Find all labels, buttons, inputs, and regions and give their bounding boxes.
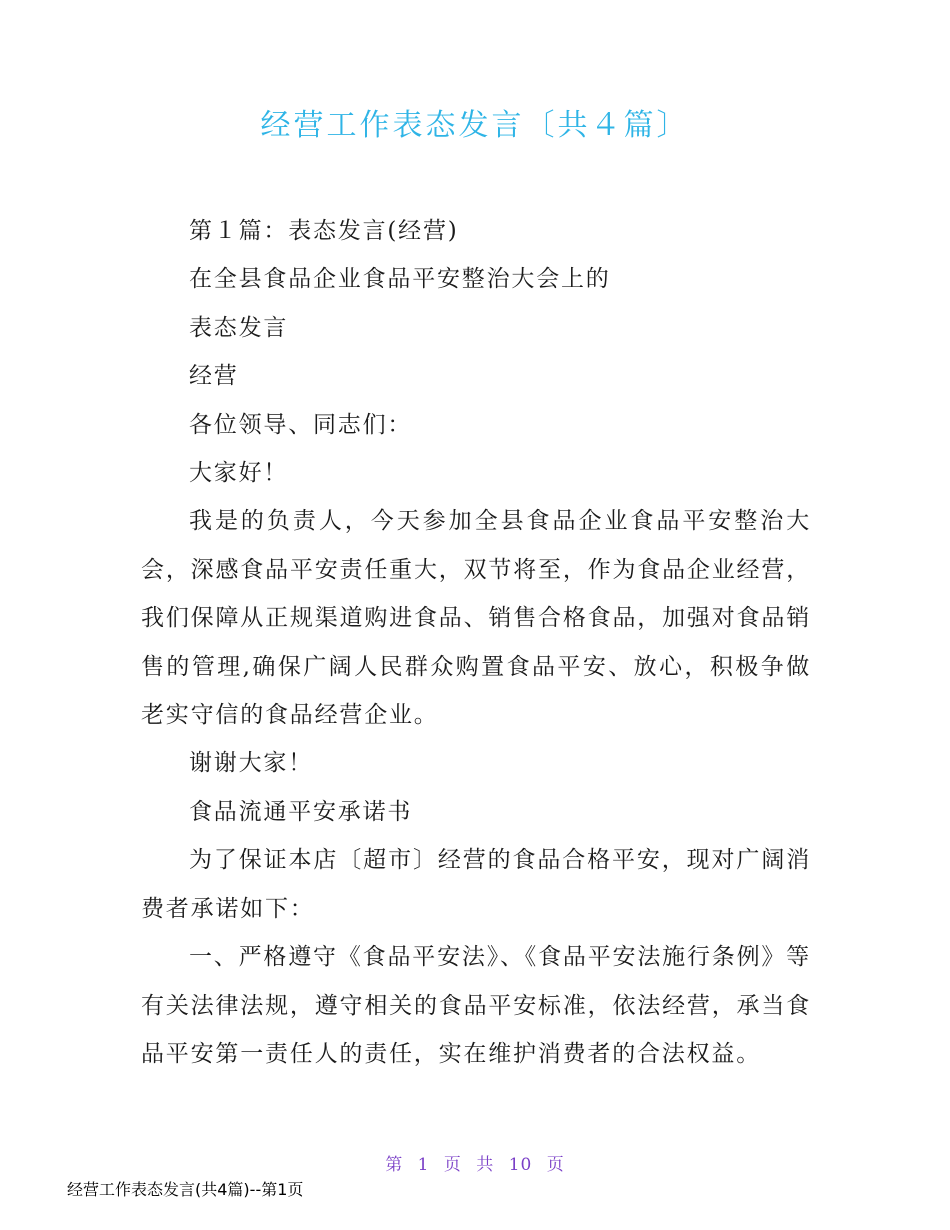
paragraph-greeting: 大家好！ bbox=[189, 460, 289, 487]
paragraph-pledge-item-1: 一、严格遵守《食品平安法》、《食品平安法施行条例》等有关法律法规，遵守相关的食品平安标准，依法经营，承当食品平安第一责任人的责任，实在维护消费者的合法权益。 bbox=[141, 944, 811, 1067]
paragraph-meeting-line: 在全县食品企业食品平安整治大会上的 bbox=[189, 266, 611, 293]
document-body bbox=[141, 207, 811, 1078]
page-number-mid: 页 bbox=[443, 1155, 462, 1175]
page-number-prefix: 第 bbox=[385, 1155, 404, 1175]
document-title: 经营工作表态发言〔共４篇〕 bbox=[260, 108, 690, 143]
page-number-current: 1 bbox=[417, 1155, 430, 1175]
paragraph-pledge-intro: 为了保证本店〔超市〕经营的食品合格平安，现对广阔消费者承诺如下： bbox=[141, 847, 811, 922]
page-number-total: 10 bbox=[508, 1155, 533, 1175]
paragraph-speech-label: 表态发言 bbox=[189, 314, 289, 341]
paragraph-speaker: 经营 bbox=[189, 363, 239, 390]
paragraph-pledge-title: 食品流通平安承诺书 bbox=[189, 798, 413, 825]
footer-label: 经营工作表态发言(共4篇)--第1页 bbox=[67, 1180, 304, 1199]
paragraph-chapter-heading: 第１篇：表态发言(经营) bbox=[189, 218, 459, 244]
paragraph-thanks: 谢谢大家！ bbox=[189, 750, 313, 777]
page-number-total-prefix: 共 bbox=[476, 1155, 495, 1175]
paragraph-salutation: 各位领导、同志们： bbox=[189, 411, 413, 438]
page-number-suffix: 页 bbox=[546, 1155, 565, 1175]
paragraph-speech-body: 我是的负责人，今天参加全县食品企业食品平安整治大会，深感食品平安责任重大，双节将至，作为食品企业经营，我们保障从正规渠道购进食品、销售合格食品，加强对食品销售的管理,确保广阔人民群众购置食品平安、放心，积极争做老实守信的食品经营企业。 bbox=[141, 508, 811, 729]
page-number bbox=[0, 1150, 950, 1175]
